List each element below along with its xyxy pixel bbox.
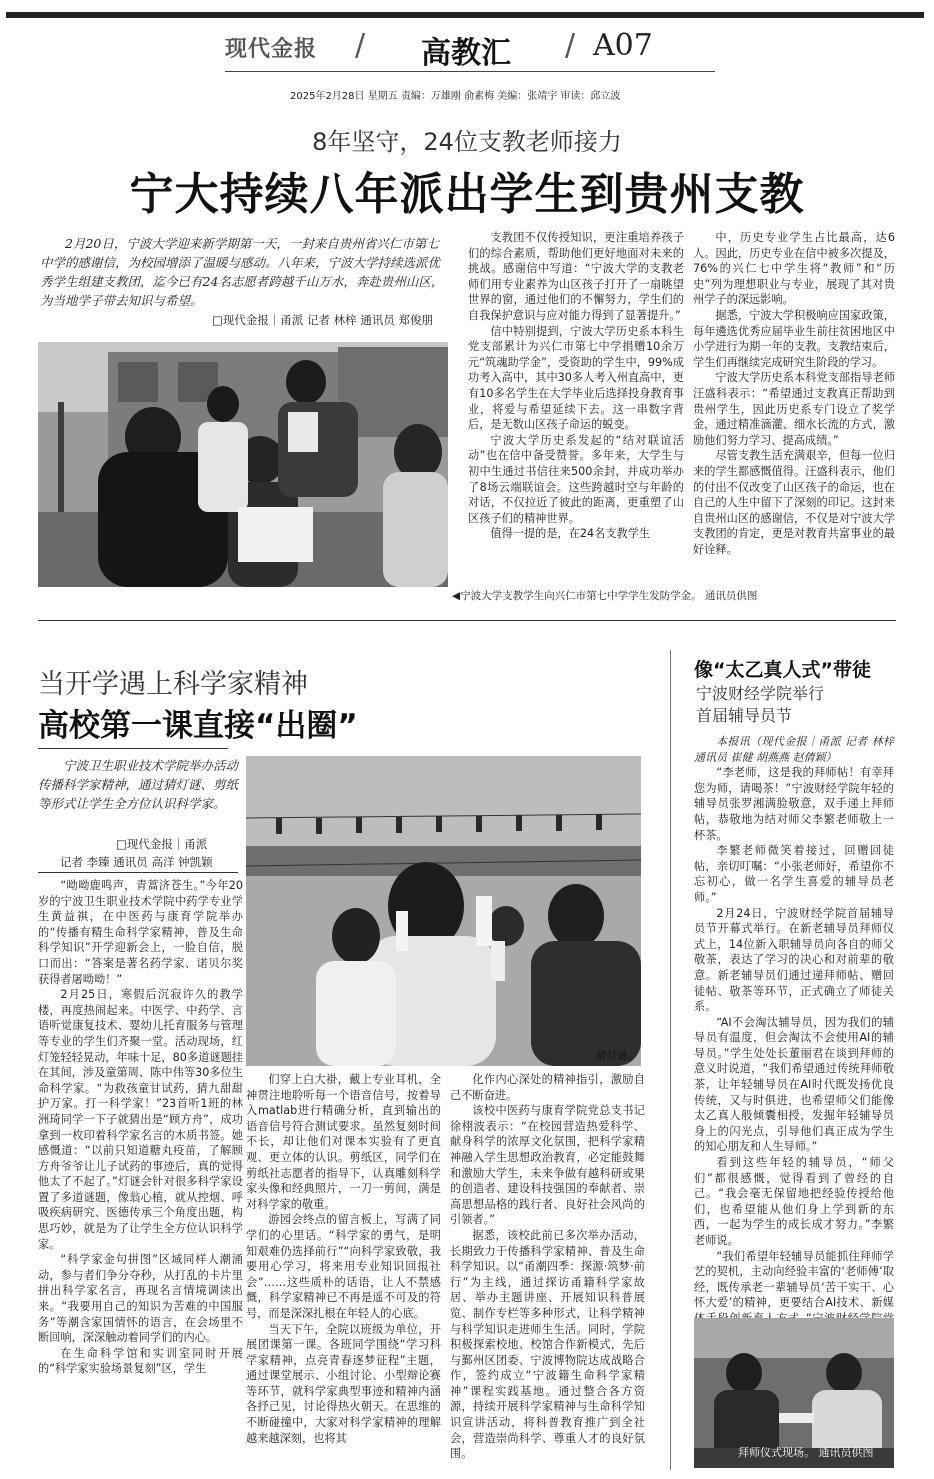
paragraph: 宁波大学历史系发起的“结对联谊活动”也在信中备受赞誉。多年来，大学生与初中生通过书信往来500余封，并成功举办了8场云端联谊会。这些跨越时空与年龄的对话，不仅拉近了彼此的距离，更重塑了山区孩子们的精神世界。: [468, 433, 684, 525]
article1-photo-caption: ◀宁波大学支教学生向兴仁市第七中学学生发防学金。 通讯员供图: [452, 590, 758, 602]
article2-column-1: [38, 878, 243, 1474]
paragraph: 信中特别提到，宁波大学历史系本科生党支部累计为兴仁市第七中学捐赠10余万元“筑魂助学金”，受资助的学生中，99%成功考入高中，其中30多人考入州直高中，更有10多名学生在大学毕业后选择投身教育事业，将爱与希望延续下去。这一串数字背后，是无数山区孩子命运的蜕变。: [468, 324, 684, 432]
paragraph: 李繁老师微笑着接过，回赠回徒帖，亲切叮嘱：“小张老师好，希望你不忘初心，做一名学生喜爱的辅导员老师。”: [694, 844, 894, 904]
masthead-divider: /: [565, 28, 576, 63]
top-rule: [6, 12, 924, 18]
paper-name: 现代金报: [225, 37, 318, 62]
credit-rule: [38, 872, 238, 873]
paragraph: 据悉，该校此前已多次举办活动，长期致力于传播科学家精神、普及生命科学知识。以“甬潮四季：探源·筑梦·前行”为主线，通过探访甬籍科学家故居、举办主题讲座、开展知识科普展览、制作专栏等多种形式，让科学精神与科学知识走进师生生活。同时，学院积极探索校地、校馆合作新模式，先后与鄞州区团委、宁波博物院达成战略合作，签约成立“宁波籍生命科学家精神”课程实践基地。通过整合各方资源，持续开展科学家精神与生命科学知识宣讲活动，将科普教育推广到全社会，营造崇尚科学、尊重人才的良好氛围。: [450, 1228, 645, 1461]
article1-lead: 2月20日，宁波大学迎来新学期第一天，一封来自贵州省兴仁市第七中学的感谢信，为校园增添了温暖与感动。八年来，宁波大学持续选派优秀学生组建支教团，迄今已有24名志愿者跨越千山万水，奔赴贵州山区，为当地学子带去知识与希望。: [40, 236, 444, 308]
dateline: 2025年2月28日 星期五 责编：万雄刚 俞素梅 美编：张靖宇 审读：邱立波: [290, 91, 621, 102]
paragraph: 看到这些年轻的辅导员，“师父们”都很感慨，觉得看到了曾经的自己。“我会毫无保留地把经验传授给他们，也希望能从他们身上学到新的东西，一起为学生的成长成才努力。”李繁老师说。: [694, 1156, 894, 1247]
paragraph: 当天下午，全院以班级为单位，开展团课第一课。各班同学围绕“学习科学家精神，点亮青春逐梦征程”主题，通过课堂展示、小组讨论、小型辩论赛等环节，就科学家典型事迹和精神内涵各抒己见，讨论得热火朝天。在思维的不断碰撞中，大家对科学家精神的理解越来越深刻，也将其: [246, 1322, 441, 1445]
masthead: [225, 30, 715, 72]
paragraph: “科学家金句拼图”区域同样人潮涌动，参与者们争分夺秒，从打乱的卡片里拼出科学家名言，再现名言情境调读出来。“我要用自己的知识为苦难的中国服务”等潮含家国情怀的语言，在会场里不断回响，深深触动着同学们的内心。: [38, 1253, 243, 1345]
article1-kicker: 8年坚守，24位支教老师接力: [312, 128, 622, 156]
page-number: A07: [593, 28, 653, 63]
lead-rule: [38, 748, 228, 749]
article1-column-2: [468, 230, 684, 582]
article3-body: [694, 734, 894, 1314]
article3-headline: 像“太乙真人式”带徒: [694, 659, 871, 681]
paragraph: “呦呦鹿鸣声，青蒿济苍生。”今年20岁的宁波卫生职业技术学院中药学专业学生黄益祺，在中医药与康育学院举办的“传播有精生命科学家精神，普及生命科学知识”开学迎新会上，一脸自信，脱口而出：“答案是著名药学家、诺贝尔奖获得者屠呦呦！”: [38, 879, 243, 986]
article1-credit: □现代金报｜甬派 记者 林梓 通讯员 郑俊朋: [212, 313, 433, 327]
article1-column-3: [693, 230, 895, 582]
masthead-divider: /: [355, 28, 366, 63]
article2-lead: 宁波卫生职业技术学院举办活动传播科学家精神，通过猜灯谜、剪纸等形式让学生全方位认识科学家。: [38, 758, 239, 811]
paragraph: 2月24日，宁波财经学院首届辅导员节开幕式举行。在新老辅导员拜师仪式上，14位新入职辅导员向各自的师父敬茶，表达了学习的决心和对前辈的敬意。新老辅导员们通过递拜师帖、赠回徒帖、敬茶等环节，正式确立了师徒关系。: [694, 906, 894, 1014]
section-divider: [38, 620, 896, 621]
paragraph: 们穿上白大褂，戴上专业耳机，全神贯注地聆听每一个语音信号，按着导入matlab进行精确分析，直到输出的语音信号符合测试要求。虽然复刻时间不长，却让他们对课本实验有了更直观、更立体的认识。剪纸区，同学们在剪纸社志愿者的指导下，认真雕刻科学家头像和经典照片，一刀一剪间，满是对科学家的敬重。: [246, 1073, 441, 1211]
column-divider: [670, 650, 671, 1470]
paragraph: 值得一提的是，在24名支教学生: [490, 527, 651, 541]
paragraph: “我们希望年轻辅导员能抓住拜师学艺的契机，主动向经验丰富的‘老师傅’取经，既传承老一辈辅导员‘苦干实干、心怀大爱’的精神，更要结合AI技术、新媒: [694, 1249, 894, 1310]
article2-credit: 记者 李臻 通讯员 高洋 钟凯颖: [60, 855, 213, 869]
article2-photo-caption: 猜灯谜。: [596, 1050, 638, 1062]
paragraph: 支教团不仅传授知识，更注重培养孩子们的综合素质，帮助他们更好地面对未来的挑战。感谢信中写道：“宁波大学的支教老师们用专业素养为山区孩子打开了一扇眺望世界的窗，通过他们的不懈努力，学生们的自我保护意识与应对能力得到了显著提升。”: [468, 231, 684, 322]
paragraph: 2月25日，寒假后沉寂许久的教学楼，再度热闹起来。中医学、中药学、言语听觉康复技术、婴幼儿托育服务与管理等专业的学生们齐聚一堂。活动现场，红灯笼轻轻晃动，年味十足，80多道谜题挂在其间，涉及童第周、陈中伟等30多位生命科学家。“为救孩童甘试药，猜九甜甜护万家。打一科学家！”23首听1班的林洲琦同学一下子就猜出是“顾方舟”，成功拿到一枚印着科学家名言的木质书签。她感慨道：“以前只知道糖丸疫苗，了解顾方舟爷爷让儿子试药的事迹后，真的觉得他太了不起了。”灯谜会针对很多科学家设置了多道谜题，像翁心植，就从控烟、呼吸疾病研究、医德传承三个角度出题，构思巧妙，就是为了让学生全方位认识科学家。: [38, 988, 243, 1251]
article2-column-3: [450, 1072, 645, 1474]
article3-subheadline: 宁波财经学院举行: [696, 684, 825, 703]
paragraph: 该校中医药与康育学院党总支书记徐栩波表示：“在校园营造热爱科学、献身科学的浓厚文化氛围，把科学家精神融入学生思想政治教育，必定能鼓舞和激励大学生，未来争做有越科研或果的创造者、建设科技强国的奉献者、崇高思想品格的践行者、良好社会风尚的引领者。”: [450, 1104, 645, 1227]
section-name: 高教汇: [421, 36, 511, 71]
article2-column-2: [246, 1072, 441, 1474]
paragraph: 尽管支教生活充满艰辛，但每一位归来的学生都感慨值得。汪盛科表示，他们的付出不仅改变了山区孩子的命运，也在自己的人生中留下了深刻的印记。这封来自贵州山区的感谢信，不仅是对宁波大学支教团的肯定，更是对教育共富事业的最好诠释。: [693, 449, 895, 556]
article1-photo: [38, 342, 448, 587]
article2-headline: 高校第一课直接“出圈”: [38, 708, 358, 744]
article2-credit: □现代金报｜甬派: [116, 837, 208, 851]
article3-photo-caption: 拜师仪式现场。 通讯员供图: [738, 1446, 874, 1459]
article2-photo: [246, 756, 641, 1066]
article3-subheadline: 首届辅导员节: [696, 706, 793, 725]
paragraph: 宁波大学历史系本科党支部指导老师汪盛科表示：“希望通过支教真正帮助到贵州学生，因此历史系专门设立了奖学金，通过精准滴灌、细水长流的方式，激励他们努力学习、提高成绩。”: [693, 371, 895, 447]
paragraph: 化作内心深处的精神指引，激励自己不断奋进。: [450, 1073, 645, 1102]
paragraph: 据悉，宁波大学积极响应国家政策，每年遴选优秀应届毕业生前往贫困地区中小学进行为期一年的支教。支教结束后，学生们再继续完成研究生阶段的学习。: [693, 308, 895, 369]
paragraph: “李老师，这是我的拜师帖！有幸拜您为师，请喝茶！”宁波财经学院年轻的辅导员张罗湘满脸敬意，双手递上拜师帖，恭敬地为结对师父李繁老师敬上一杯茶。: [694, 766, 894, 842]
paragraph: “AI不会淘汰辅导员，因为我们的辅导员有温度，但会淘汰不会使用AI的辅导员。”学生处处长董丽君在谈到拜师的意义时说道，“我们希望通过传统拜师敬茶，让年轻辅导员在AI时代既发扬优良传统，又与时俱进，也希望师父们能像太乙真人般倾囊相授，发掘年轻辅导员身上的闪光点，引导他们真正成为学生的知心朋友和人生导师。”: [694, 1015, 894, 1154]
paragraph: 在生命科学馆和实训室同时开展的“科学家实验场景复刻”区，学生: [38, 1346, 243, 1376]
article1-headline: 宁大持续八年派出学生到贵州支教: [129, 169, 805, 220]
paragraph: 游园会终点的留言板上，写满了同学们的心里话。“科学家的勇气，是明知艰难仍选择前行”“向科学家致敬，我要用心学习，将来用专业知识回报社会”……这些质朴的话语，让人不禁感慨，科学家精神已不再是遥不可及的符号，而是深深扎根在年轻人的心底。: [246, 1213, 441, 1320]
article3-byline: 本报讯（现代金报｜甬派 记者 林梓 通讯员 崔健 胡燕燕 赵倩颖）: [694, 735, 894, 764]
paragraph: 中，历史专业学生占比最高，达6人。因此，历史专业在信中被多次提及，76%的兴仁七中学生将“教师”和“历史”列为理想职业与专业，展现了其对贵州学子的深远影响。: [693, 231, 895, 307]
article2-kicker: 当开学遇上科学家精神: [38, 669, 308, 700]
